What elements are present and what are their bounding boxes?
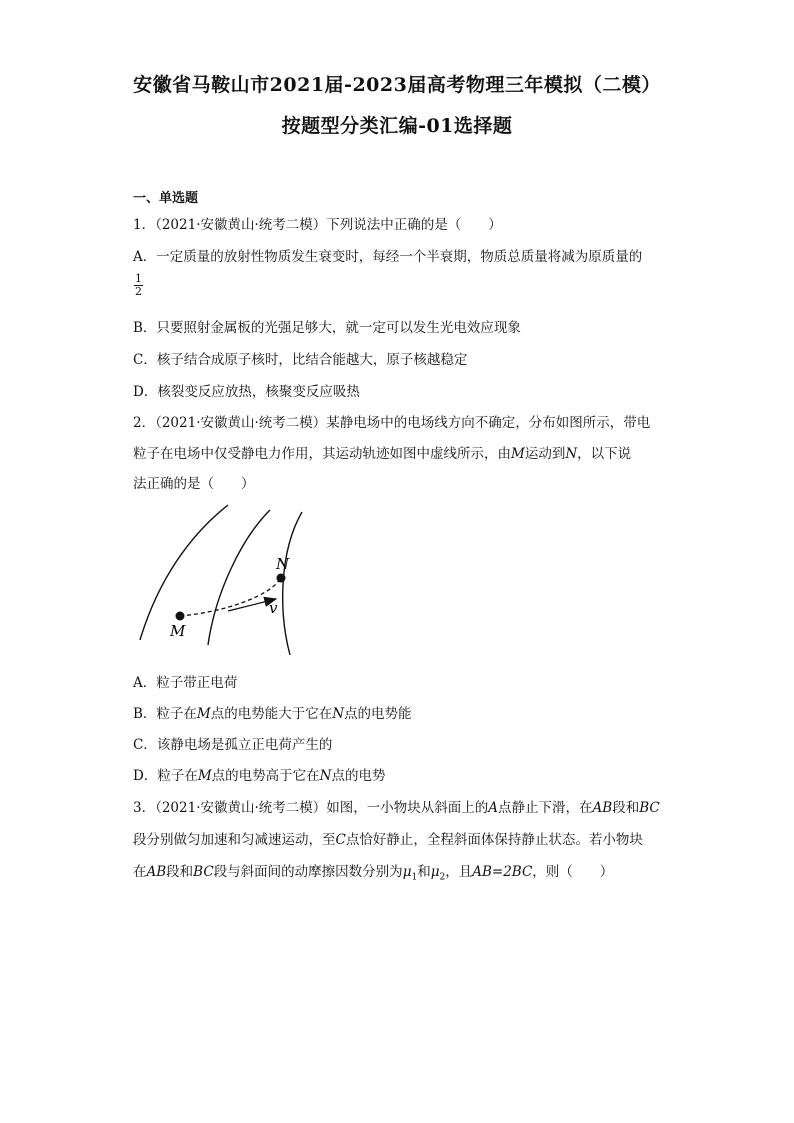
var-n: N	[319, 768, 332, 784]
text: 段和	[166, 864, 194, 880]
text: 粒子在电场中仅受静电力作用，其运动轨迹如图中虚线所示，由	[133, 446, 511, 462]
q1-option-d: D．核裂变反应放热，核聚变反应吸热	[133, 384, 360, 400]
var-bc: BC	[193, 864, 214, 880]
electric-field-figure	[130, 500, 320, 660]
text: 点静止下滑，在	[498, 800, 593, 816]
text: 段和	[612, 800, 640, 816]
fraction-numerator: 1	[135, 272, 142, 285]
text: ，且	[445, 864, 473, 880]
q2-option-b	[133, 702, 412, 722]
label-v: v	[269, 599, 278, 617]
text: 点的电势能	[344, 706, 412, 722]
q1-option-a: A．一定质量的放射性物质发生衰变时，每经一个半衰期，物质总质量将减为原质量的	[133, 249, 643, 265]
text: B．粒子在	[133, 706, 197, 722]
var-c: C	[335, 832, 346, 848]
text: 点恰好静止，全程斜面体保持静止状态。若小物块	[345, 832, 643, 848]
document-title-line1: 安徽省马鞍山市2021届-2023届高考物理三年模拟（二模）	[133, 74, 661, 96]
fraction-denominator: 2	[135, 285, 142, 298]
label-n: N	[276, 555, 290, 573]
field-line-1	[140, 505, 228, 640]
text: ，以下说	[577, 446, 632, 462]
var-a: A	[488, 800, 499, 816]
q2-option-c: C．该静电场是孤立正电荷产生的	[133, 737, 333, 753]
label-m: M	[170, 622, 186, 640]
q2-stem-line3: 法正确的是（ ）	[133, 476, 255, 492]
q3-stem-line2	[133, 828, 643, 848]
point-m	[176, 612, 185, 621]
section-heading: 一、单选题	[133, 191, 199, 206]
q1-fraction	[134, 273, 143, 298]
var-n: N	[565, 446, 578, 462]
var-n: N	[332, 706, 345, 722]
text: ，则（ ）	[532, 864, 614, 880]
mu-2-subscript: 2	[439, 872, 446, 883]
var-m: M	[196, 706, 211, 722]
mu-1-subscript: 1	[411, 872, 418, 883]
text: 段与斜面间的动摩擦因数分别为	[213, 864, 403, 880]
q3-stem-line1	[133, 796, 660, 816]
text: 在	[133, 864, 147, 880]
var-m: M	[511, 446, 525, 462]
q1-stem: 1．（2021·安徽黄山·统考二模）下列说法中正确的是（ ）	[133, 217, 502, 233]
var-ab: AB	[592, 800, 613, 816]
equation-ab-2bc: AB=2BC	[472, 864, 533, 880]
text: 运动到	[524, 446, 566, 462]
text: 点的电势	[331, 768, 386, 784]
var-bc: BC	[639, 800, 660, 816]
q2-option-d	[133, 764, 385, 784]
q3-stem-line3	[133, 860, 613, 883]
q1-option-b: B．只要照射金属板的光强足够大，就一定可以发生光电效应现象	[133, 320, 521, 336]
var-m: M	[197, 768, 212, 784]
var-ab: AB	[146, 864, 167, 880]
field-line-2	[208, 510, 270, 645]
q2-option-a: A．粒子带正电荷	[133, 675, 238, 691]
text: 点的电势高于它在	[211, 768, 320, 784]
q2-stem-line2	[133, 442, 631, 462]
text: 段分别做匀加速和匀减速运动，至	[133, 832, 336, 848]
field-line-3	[283, 512, 302, 655]
text: D．粒子在	[133, 768, 198, 784]
text: 和	[417, 864, 431, 880]
mu-2: μ	[430, 864, 440, 880]
point-n	[277, 574, 286, 583]
text: 3．（2021·安徽黄山·统考二模）如图，一小物块从斜面上的	[133, 800, 489, 816]
q1-option-c: C．核子结合成原子核时，比结合能越大，原子核越稳定	[133, 352, 468, 368]
text: 点的电势能大于它在	[210, 706, 333, 722]
mu-1: μ	[402, 864, 412, 880]
q2-stem-line1: 2．（2021·安徽黄山·统考二模）某静电场中的电场线方向不确定，分布如图所示，带电	[133, 415, 651, 431]
document-title-line2: 按题型分类汇编-01选择题	[281, 115, 513, 137]
